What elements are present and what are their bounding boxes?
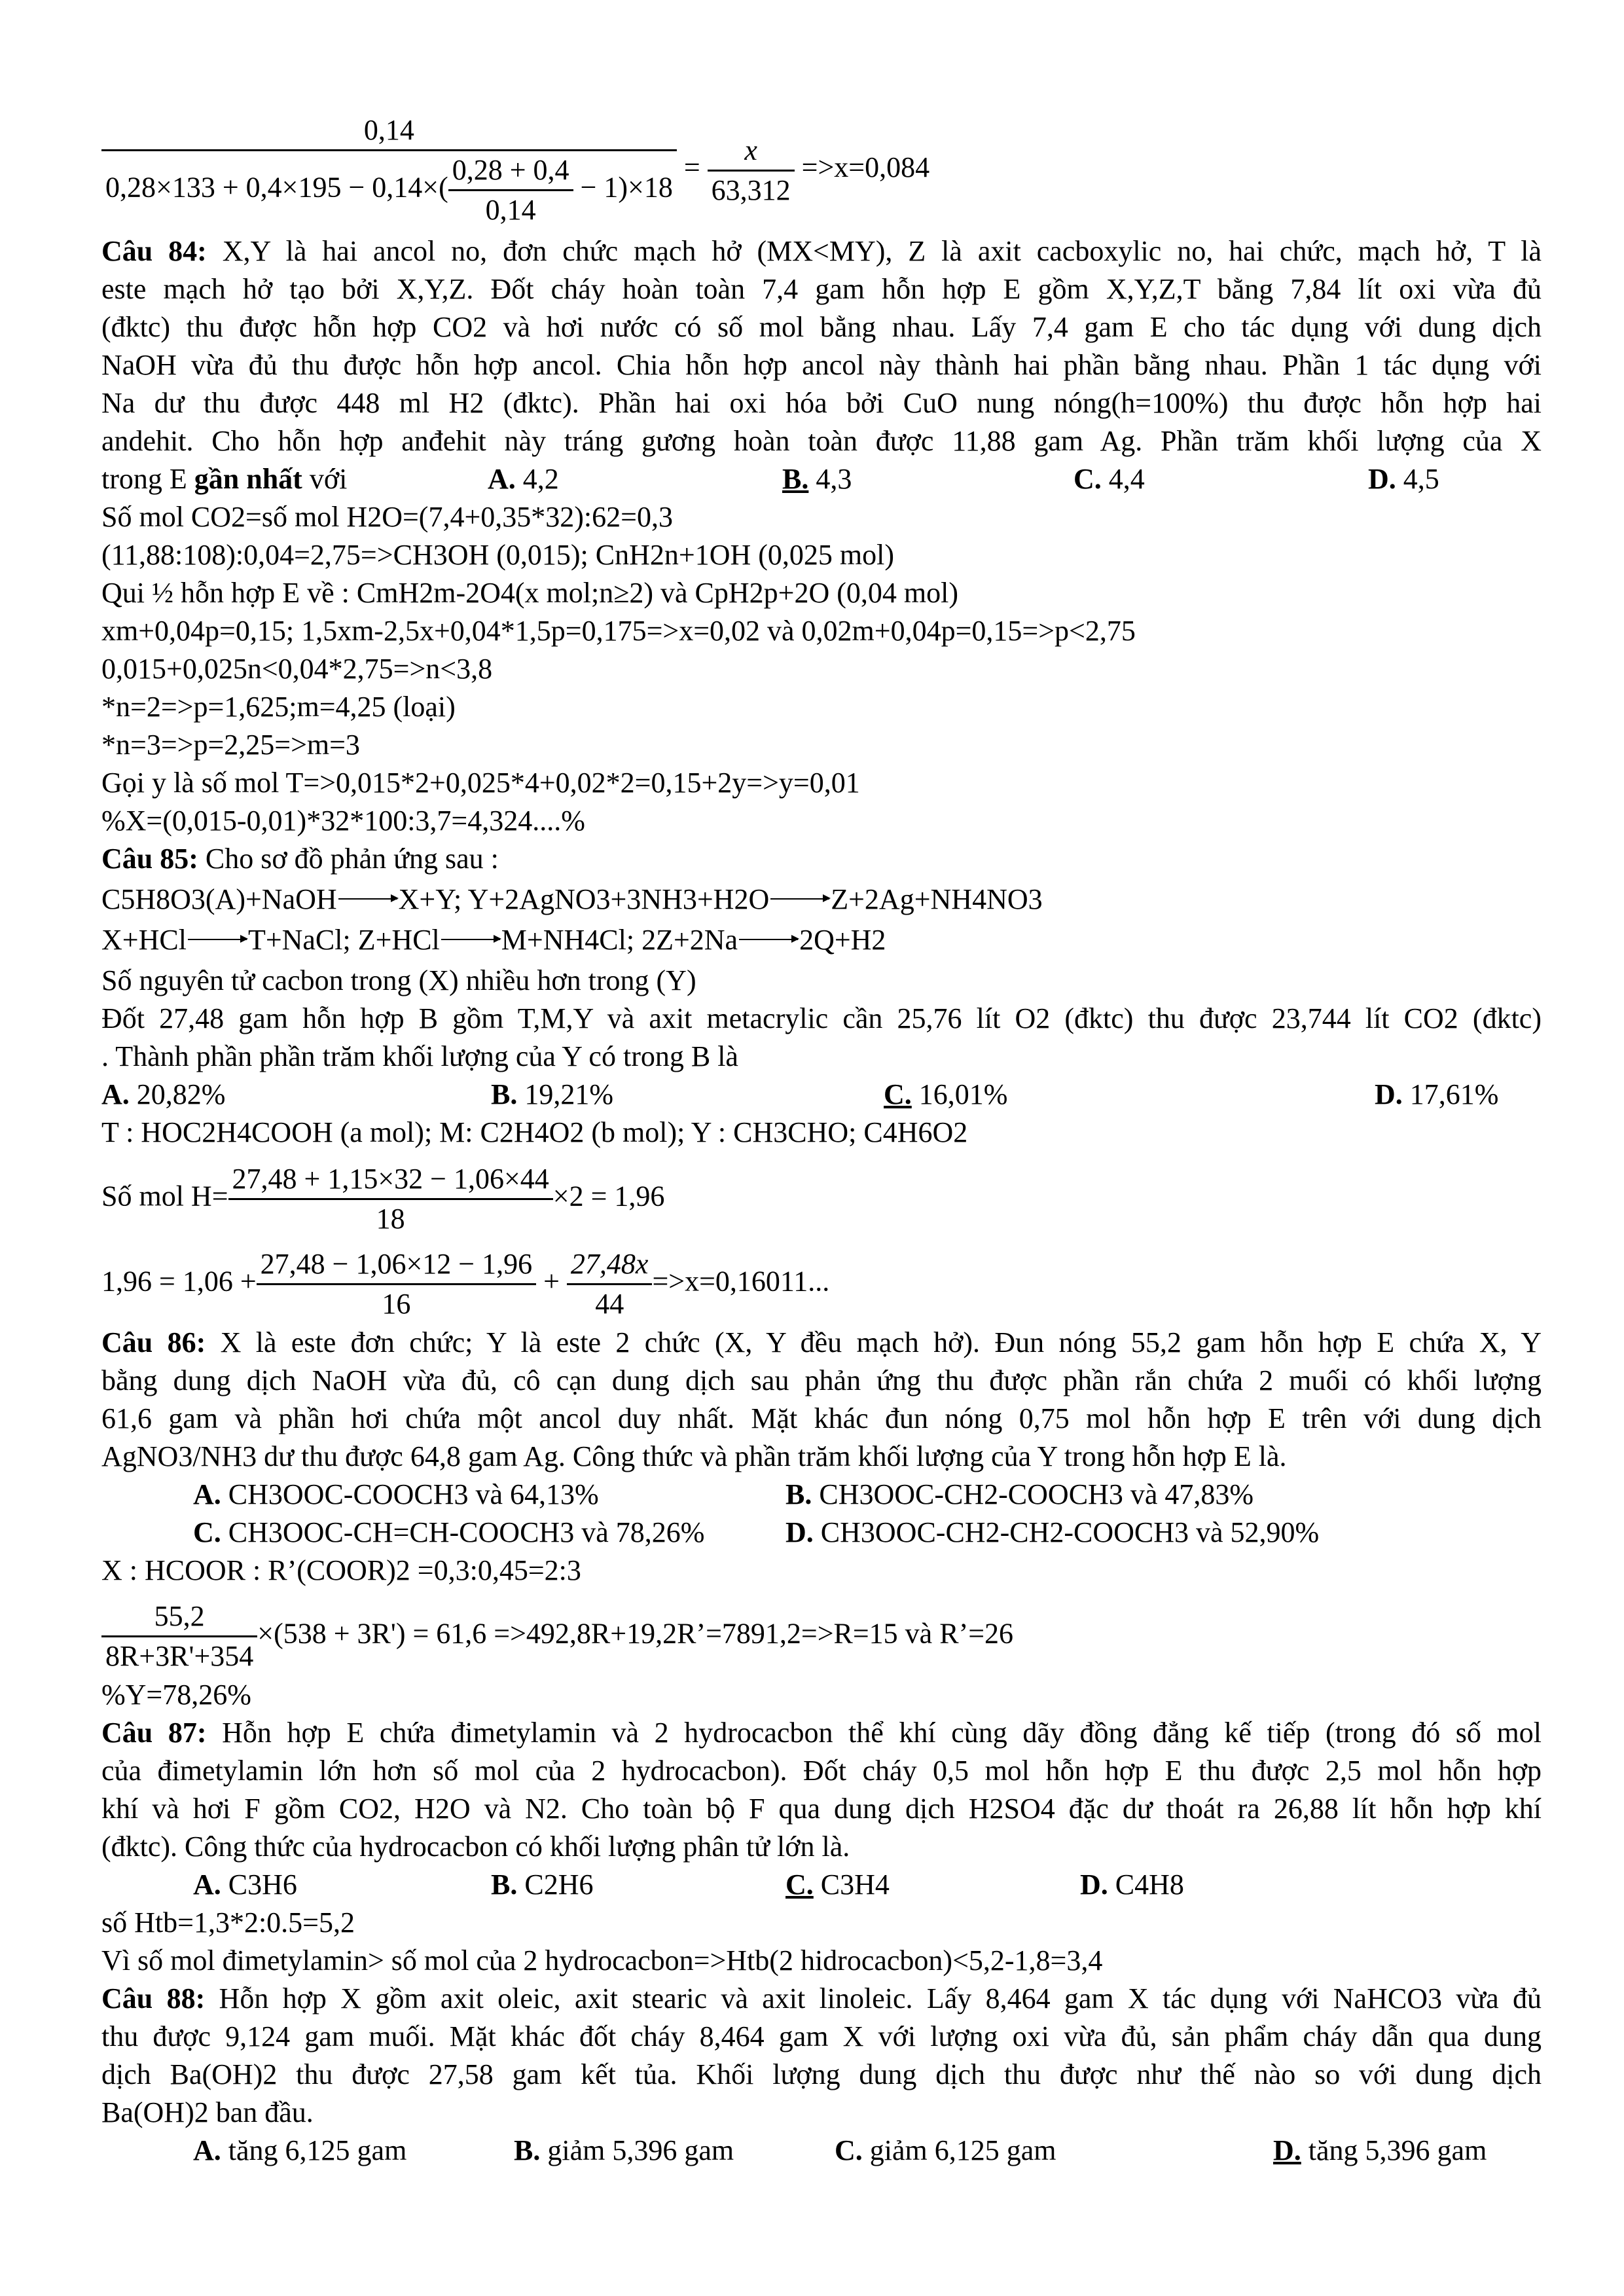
q87-line-3: [101, 1790, 1542, 1828]
q84-solution-5: 0,015+0,025n<0,04*2,75=>n<3,8: [101, 653, 493, 685]
q86-option-c: C. CH3OOC-CH=CH-COOCH3 và 78,26%: [193, 1516, 705, 1548]
q84-option-d: D. 4,5: [1368, 463, 1439, 495]
q84-text-4: NaOH vừa đủ thu được hỗn hợp ancol. Chia hỗn hợp ancol này thành hai phần bằng nhau. Phần 1 tác dụng với: [101, 349, 1542, 381]
q87-text-1: Hỗn hợp E chứa đimetylamin và 2 hydrocacbon thể khí cùng dãy đồng đẳng kế tiếp (trong đó số mol: [222, 1717, 1542, 1749]
q86-line-4: AgNO3/NH3 dư thu được 64,8 gam Ag. Công thức và phần trăm khối lượng của Y trong hỗn hợp E là.: [101, 1440, 1287, 1472]
q87-solution-1: số Htb=1,3*2:0.5=5,2: [101, 1906, 355, 1939]
q87-solution-2: Vì số mol đimetylamin> số mol của 2 hydrocacbon=>Htb(2 hidrocacbon)<5,2-1,8=3,4: [101, 1944, 1103, 1977]
q85-fraction-2: $\frac{27,48x}{44}$: [567, 1245, 653, 1323]
q84-text-7c: với: [302, 463, 348, 495]
q86-line-1: [101, 1324, 1542, 1362]
q88-text-1: Hỗn hợp X gồm axit oleic, axit stearic và axit linoleic. Lấy 8,464 gam X tác dụng với NaHCO3 vừa đủ: [219, 1982, 1542, 2014]
q84-solution-3: Qui ½ hỗn hợp E về : CmH2m-2O4(x mol;n≥2) và CpH2p+2O (0,04 mol): [101, 577, 959, 609]
rhs-fraction: [708, 132, 795, 210]
q87-line-1: [101, 1714, 1542, 1752]
q86-option-a: A. CH3OOC-COOCH3 và 64,13%: [193, 1478, 599, 1510]
q84-line-3: [101, 308, 1542, 346]
q84-text-5: Na dư thu được 448 ml H2 (đktc). Phần hai oxi hóa bởi CuO nung nóng(h=100%) thu được hỗn hợp hai: [101, 387, 1542, 419]
main-fraction-denominator: [101, 149, 677, 229]
q84-solution-7: *n=3=>p=2,25=>m=3: [101, 729, 360, 761]
q84-label: Câu 84:: [101, 235, 207, 267]
q85-label: Câu 85:: [101, 843, 198, 875]
q84-option-a: A. 4,2: [488, 463, 559, 495]
q84-text-7a: trong E: [101, 463, 194, 495]
q88-option-d: D. tăng 5,396 gam: [1273, 2134, 1487, 2166]
q88-line-2: [101, 2018, 1542, 2056]
q84-line-5: [101, 384, 1542, 422]
q84-solution-4: xm+0,04p=0,15; 1,5xm-2,5x+0,04*1,5p=0,175=>x=0,02 và 0,02m+0,04p=0,15=>p<2,75: [101, 615, 1136, 647]
q85-line-3: Số nguyên tử cacbon trong (X) nhiều hơn trong (Y): [101, 964, 696, 996]
q88-option-b: B. giảm 5,396 gam: [514, 2134, 734, 2166]
q85-option-b: B. 19,21%: [491, 1078, 614, 1110]
q85-option-c: C. 16,01%: [884, 1078, 1008, 1110]
q87-option-a: A. C3H6: [193, 1868, 297, 1901]
q86-label: Câu 86:: [101, 1326, 206, 1358]
inner-fraction-denominator: 0,14: [448, 189, 573, 229]
q85-line-4: [101, 1000, 1542, 1038]
reaction-arrow-icon: [441, 939, 500, 940]
q87-option-d: D. C4H8: [1080, 1868, 1184, 1901]
q84-text-6: andehit. Cho hỗn hợp anđehit này tráng gương hoàn toàn được 11,88 gam Ag. Phần trăm khối lượng của X: [101, 425, 1542, 457]
q85-r2c: M+NH4Cl; 2Z+2Na: [501, 924, 738, 956]
q85-r1b: X+Y; Y+2AgNO3+3NH3+H2O: [398, 883, 770, 915]
q88-label: Câu 88:: [101, 1982, 206, 2014]
q85-intro: Cho sơ đồ phản ứng sau :: [198, 843, 499, 875]
q84-solution-6: *n=2=>p=1,625;m=4,25 (loại): [101, 691, 456, 723]
q85-fraction-1: $\frac{27,48 - 1,06\times 12 - 1,96}{16}$: [257, 1245, 536, 1323]
inner-fraction-numerator: 0,28 + 0,4: [452, 154, 569, 186]
q85-r2d: 2Q+H2: [799, 924, 886, 956]
q88-option-a: A. tăng 6,125 gam: [193, 2134, 407, 2166]
q87-line-2: [101, 1752, 1542, 1790]
q84-line-6: [101, 422, 1542, 460]
q84-line-2: [101, 270, 1542, 308]
reaction-arrow-icon: [770, 898, 829, 900]
rhs-numerator: x: [744, 134, 757, 166]
reaction-arrow-icon: [338, 898, 397, 900]
q84-solution-9: %X=(0,015-0,01)*32*100:3,7=4,324....%: [101, 805, 585, 837]
q84-solution-2: (11,88:108):0,04=2,75=>CH3OH (0,015); CnH2n+1OH (0,025 mol): [101, 539, 895, 571]
q86-solution-2: $\frac{55,2}{8R+3R'+354}$ ×(538 + 3R') = 61,6 =>492,8R+19,2R’=7891,2=>R=15 và R’=26: [101, 1597, 1013, 1675]
q88-text-2: thu được 9,124 gam muối. Mặt khác đốt cháy 8,464 gam X với lượng oxi vừa đủ, sản phẩm cháy dẫn qua dung: [101, 2020, 1542, 2052]
top-equation: 0,14 0,28×133 + 0,4×195 − 0,14×( $\frac{0,28 + 0,4}{0,14}$ − 1)×18 = $\frac{x}{63,312}$ =>x=0,084: [101, 111, 929, 229]
q84-line-4: [101, 346, 1542, 384]
q88-line-1: [101, 1980, 1542, 2018]
q86-text-3: 61,6 gam và phần hơi chứa một ancol duy nhất. Mặt khác đun nóng 0,75 mol hỗn hợp E trên với dung dịch: [101, 1402, 1542, 1434]
q85-reaction-1: [101, 881, 1043, 919]
q84-option-b: B. 4,3: [782, 463, 852, 495]
q86-option-b: B. CH3OOC-CH2-COOCH3 và 47,83%: [785, 1478, 1254, 1510]
q85-option-d: D. 17,61%: [1375, 1078, 1499, 1110]
q86-text-2: bằng dung dịch NaOH vừa đủ, cô cạn dung dịch sau phản ứng thu được phần rắn chứa 2 muối có khối lượng: [101, 1364, 1542, 1396]
q87-option-c: C. C3H4: [785, 1868, 890, 1901]
q86-fraction: $\frac{55,2}{8R+3R'+354}$: [101, 1597, 257, 1675]
q85-line-1: [101, 840, 499, 878]
reaction-arrow-icon: [739, 939, 798, 940]
q87-text-3: khí và hơi F gồm CO2, H2O và N2. Cho toàn bộ F qua dung dịch H2SO4 đặc dư thoát ra 26,88 lít hỗn hợp khí: [101, 1793, 1542, 1825]
q86-solution-1: X : HCOOR : R’(COOR)2 =0,3:0,45=2:3: [101, 1554, 581, 1586]
denominator-part-a: 0,28×133 + 0,4×195 − 0,14×(: [105, 171, 448, 204]
q87-label: Câu 87:: [101, 1717, 207, 1749]
main-fraction: [101, 111, 677, 229]
q88-line-4: Ba(OH)2 ban đầu.: [101, 2096, 314, 2128]
q84-solution-8: Gọi y là số mol T=>0,015*2+0,025*4+0,02*2=0,15+2y=>y=0,01: [101, 767, 860, 799]
q86-solution-3: %Y=78,26%: [101, 1679, 251, 1711]
q88-line-3: [101, 2056, 1542, 2094]
q88-text-3: dịch Ba(OH)2 thu được 27,58 gam kết tủa. Khối lượng dung dịch thu được như thế nào so với dung dịch: [101, 2058, 1542, 2090]
q85-option-a: A. 20,82%: [101, 1078, 226, 1110]
q87-option-b: B. C2H6: [491, 1868, 594, 1901]
q84-line-1: [101, 232, 1542, 270]
q86-line-3: [101, 1400, 1542, 1438]
q84-line-7: [101, 460, 1542, 498]
q84-emphasis: gần nhất: [194, 463, 302, 495]
q85-solution-1: T : HOC2H4COOH (a mol); M: C2H4O2 (b mol); Y : CH3CHO; C4H6O2: [101, 1116, 968, 1148]
q84-solution-1: Số mol CO2=số mol H2O=(7,4+0,35*32):62=0,3: [101, 501, 673, 533]
q85-solution-2: Số mol H= $\frac{27,48 + 1,15\times 32 - 1,06\times 44}{18}$ ×2 = 1,96: [101, 1160, 664, 1238]
q85-text-4: Đốt 27,48 gam hỗn hợp B gồm T,M,Y và axit metacrylic cần 25,76 lít O2 (đktc) thu được 23,744 lít CO2 (đktc): [101, 1002, 1542, 1034]
q85-r2b: T+NaCl; Z+HCl: [247, 924, 440, 956]
q85-line-5: . Thành phần phần trăm khối lượng của Y có trong B là: [101, 1040, 738, 1072]
q86-line-2: [101, 1362, 1542, 1400]
q85-r2a: X+HCl: [101, 924, 187, 956]
q85-solution-3: 1,96 = 1,06 + $\frac{27,48 - 1,06\times 12 - 1,96}{16}$ + $\frac{27,48x}{44}$ =>x=0,16011...: [101, 1245, 829, 1323]
reaction-arrow-icon: [188, 939, 247, 940]
equation-result: =>x=0,084: [801, 151, 930, 184]
q85-r1a: C5H8O3(A)+NaOH: [101, 883, 337, 915]
q85-r1c: Z+2Ag+NH4NO3: [831, 883, 1043, 915]
rhs-denominator: 63,312: [708, 170, 795, 210]
denominator-part-b: − 1)×18: [573, 171, 673, 204]
q84-option-c: C. 4,4: [1074, 463, 1145, 495]
q86-option-d: D. CH3OOC-CH2-CH2-COOCH3 và 52,90%: [785, 1516, 1320, 1548]
q87-line-4: (đktc). Công thức của hydrocacbon có khối lượng phân tử lớn là.: [101, 1831, 850, 1863]
q84-text-2: este mạch hở tạo bởi X,Y,Z. Đốt cháy hoàn toàn 7,4 gam hỗn hợp E gồm X,Y,Z,T bằng 7,84 lít oxi vừa đủ: [101, 273, 1542, 305]
inner-fraction: [448, 151, 573, 229]
q86-text-1: X là este đơn chức; Y là este 2 chức (X, Y đều mạch hở). Đun nóng 55,2 gam hỗn hợp E chứa X, Y: [220, 1326, 1542, 1358]
q84-text-1: X,Y là hai ancol no, đơn chức mạch hở (MX<MY), Z là axit cacboxylic no, hai chức, mạch hở, T là: [222, 235, 1542, 267]
main-fraction-numerator: 0,14: [363, 114, 414, 146]
q88-option-c: C. giảm 6,125 gam: [835, 2134, 1056, 2166]
q87-text-2: của đimetylamin lớn hơn số mol của 2 hydrocacbon). Đốt cháy 0,5 mol hỗn hợp E thu được 2,5 mol hỗn hợp: [101, 1755, 1542, 1787]
q85-reaction-2: [101, 921, 886, 959]
q85-fraction-h: $\frac{27,48 + 1,15\times 32 - 1,06\times 44}{18}$: [228, 1160, 553, 1238]
q84-text-3: (đktc) thu được hỗn hợp CO2 và hơi nước có số mol bằng nhau. Lấy 7,4 gam E cho tác dụng với dung dịch: [101, 311, 1542, 343]
